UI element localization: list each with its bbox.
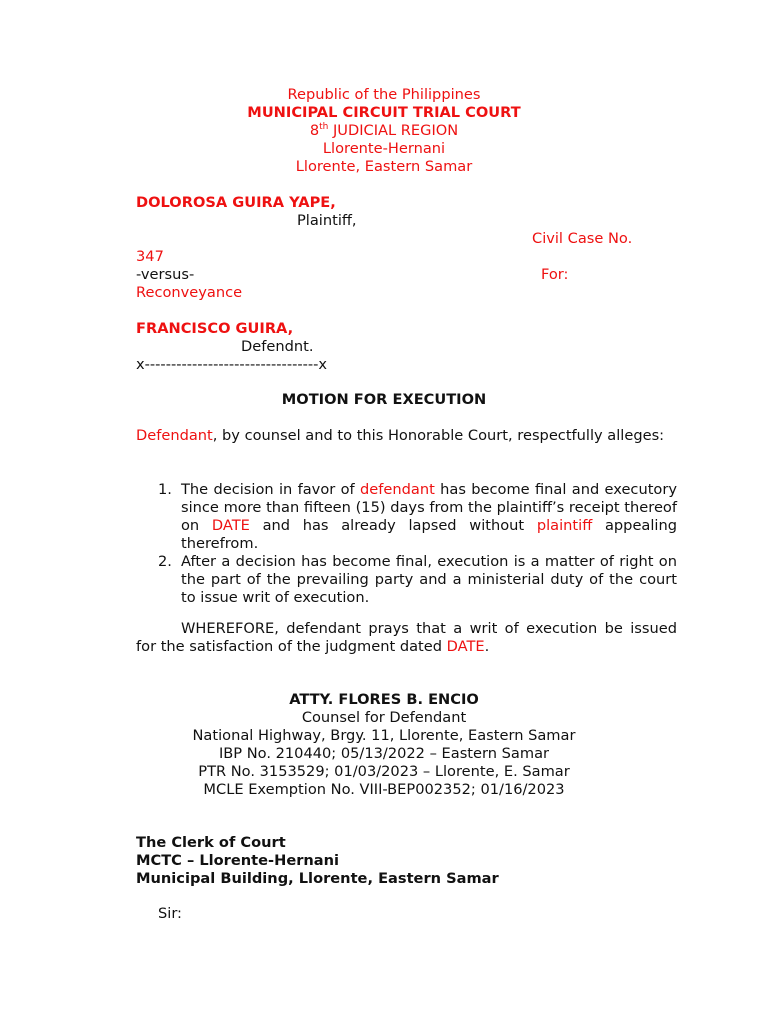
list-item-number: 2.: [158, 553, 172, 570]
salutation: Sir:: [158, 905, 182, 922]
wherefore-end: .: [484, 638, 490, 655]
region-number: 8: [309, 122, 320, 139]
counsel-ibp: IBP No. 210440; 05/13/2022 – Eastern Samar: [218, 745, 550, 762]
region-suffix: th: [319, 122, 329, 133]
header-court: MUNICIPAL CIRCUIT TRIAL COURT: [247, 104, 521, 121]
item1-text-3: and has already lapsed without: [249, 517, 537, 534]
addressee-line-2: MCTC – Llorente-Hernani: [136, 852, 340, 869]
item2-text: After a decision has become final, execution is a matter of right on the part of the prevailing party and a ministerial duty of the court to issue writ of execution.: [181, 553, 677, 606]
region-label: JUDICIAL REGION: [328, 122, 459, 139]
item1-date: DATE: [211, 517, 250, 534]
item1-defendant: defendant: [360, 481, 435, 498]
wherefore-paragraph: [136, 620, 677, 656]
case-for-label: For:: [541, 266, 569, 283]
item1-plaintiff: plaintiff: [536, 517, 593, 534]
list-item-number: 1.: [158, 481, 172, 498]
document-title: MOTION FOR EXECUTION: [281, 391, 487, 408]
plaintiff-name: DOLOROSA GUIRA YAPE,: [136, 194, 336, 211]
addressee-line-3: Municipal Building, Llorente, Eastern Samar: [136, 870, 499, 887]
header-republic: Republic of the Philippines: [287, 86, 481, 103]
counsel-role: Counsel for Defendant: [301, 709, 467, 726]
case-for-value: Reconveyance: [136, 284, 243, 301]
defendant-role: Defendnt.: [241, 338, 314, 355]
counsel-address: National Highway, Brgy. 11, Llorente, Eastern Samar: [192, 727, 576, 744]
counsel-name: ATTY. FLORES B. ENCIO: [289, 691, 479, 708]
item1-text-1: The decision in favor of: [181, 481, 360, 498]
counsel-mcle: MCLE Exemption No. VIII-BEP002352; 01/16/2023: [203, 781, 565, 798]
header-area: Llorente-Hernani: [322, 140, 446, 157]
item1-text-4: appealing therefrom.: [181, 517, 677, 552]
defendant-name: FRANCISCO GUIRA,: [136, 320, 294, 337]
plaintiff-role: Plaintiff,: [297, 212, 357, 229]
list-item: [136, 481, 677, 553]
versus-label: -versus-: [136, 266, 195, 283]
counsel-ptr: PTR No. 3153529; 01/03/2023 – Llorente, E. Samar: [198, 763, 570, 780]
wherefore-text: WHEREFORE, defendant prays that a writ of execution be issued for the satisfaction of the judgment dated: [136, 620, 677, 655]
wherefore-date: DATE: [446, 638, 485, 655]
list-item: [136, 553, 677, 607]
intro-defendant: Defendant: [136, 427, 213, 444]
allegations-list: [136, 481, 677, 607]
addressee-line-1: The Clerk of Court: [136, 834, 286, 851]
header-region: [0, 122, 768, 140]
case-number-value: 347: [136, 248, 164, 265]
header-city: Llorente, Eastern Samar: [295, 158, 473, 175]
caption-separator: x---------------------------------x: [136, 356, 328, 373]
intro-paragraph: [136, 427, 677, 445]
case-number-label: Civil Case No.: [532, 230, 633, 247]
item1-text-2: has become final and executory since more than fifteen (15) days from the plaintiff’s receipt thereof on: [181, 481, 677, 534]
intro-text: , by counsel and to this Honorable Court, respectfully alleges:: [212, 427, 665, 444]
